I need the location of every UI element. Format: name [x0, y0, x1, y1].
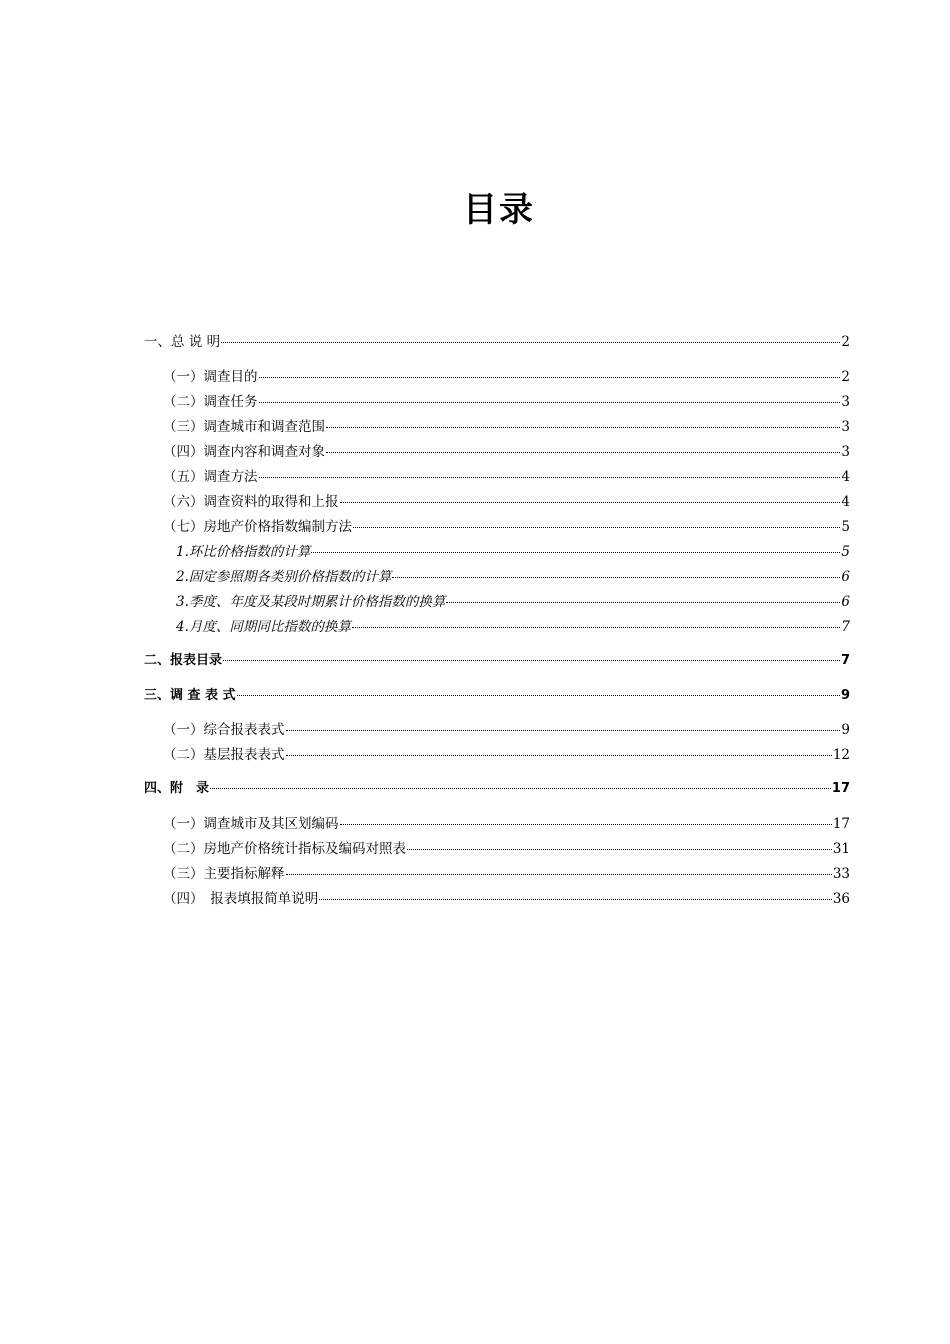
- toc-entry-page: 3: [841, 419, 850, 435]
- toc-entry-page: 2: [841, 334, 850, 350]
- dot-leader: [286, 730, 841, 731]
- toc-entry[interactable]: [163, 814, 850, 834]
- toc-entry-survey-forms[interactable]: [144, 686, 850, 706]
- toc-entry-page: 4: [841, 494, 850, 510]
- toc-entry[interactable]: [163, 392, 850, 412]
- toc-entry-general-description[interactable]: [144, 332, 850, 352]
- toc-entry-report-catalog[interactable]: [144, 651, 850, 671]
- toc-entry[interactable]: [176, 567, 850, 587]
- toc-entry-label: （二）房地产价格统计指标及编码对照表: [163, 841, 406, 857]
- toc-entry-page: 3: [841, 394, 850, 410]
- toc-entry-label: （三）调查城市和调查范围: [163, 419, 325, 435]
- toc-entry-page: 2: [841, 369, 850, 385]
- toc-entry-appendix[interactable]: [144, 779, 850, 799]
- dot-leader: [326, 427, 840, 428]
- toc-entry[interactable]: [176, 542, 850, 562]
- toc-entry-label: 一、总 说 明: [144, 334, 221, 350]
- dot-leader: [392, 577, 840, 578]
- toc-entry[interactable]: [163, 417, 850, 437]
- dot-leader: [223, 660, 840, 661]
- toc-entry[interactable]: [163, 839, 850, 859]
- toc-entry-page: 3: [841, 444, 850, 460]
- toc-entry-label: （七）房地产价格指数编制方法: [163, 519, 352, 535]
- toc-entry-page: 17: [832, 816, 850, 832]
- toc-entry-page: 17: [831, 781, 850, 796]
- toc-entry-label: （一）综合报表表式: [163, 722, 285, 738]
- toc-entry-page: 12: [832, 747, 850, 763]
- toc-entry-label: 1.环比价格指数的计算: [176, 544, 311, 560]
- toc-entry-label: （一）调查城市及其区划编码: [163, 816, 339, 832]
- toc-entry-page: 33: [832, 866, 850, 882]
- toc-entry[interactable]: [163, 864, 850, 884]
- toc-entry[interactable]: [176, 592, 850, 612]
- toc-entry-label: （三）主要指标解释: [163, 866, 285, 882]
- dot-leader: [407, 849, 832, 850]
- dot-leader: [352, 627, 841, 628]
- dot-leader: [259, 377, 841, 378]
- toc-entry-label: （六）调查资料的取得和上报: [163, 494, 339, 510]
- toc-entry-label: （二）基层报表表式: [163, 747, 285, 763]
- toc-entry-label: （五）调查方法: [163, 469, 258, 485]
- toc-entry-label: 四、附 录: [144, 781, 210, 796]
- dot-leader: [286, 874, 832, 875]
- dot-leader: [221, 342, 840, 343]
- dot-leader: [353, 527, 840, 528]
- toc-entry-page: 31: [832, 841, 850, 857]
- toc-entry-label: （四） 报表填报简单说明: [163, 891, 319, 907]
- toc-entry-page: 5: [841, 544, 850, 560]
- dot-leader: [340, 502, 841, 503]
- toc-entry-label: （一）调查目的: [163, 369, 258, 385]
- toc-entry-label: （二）调查任务: [163, 394, 258, 410]
- toc-entry-label: 2.固定参照期各类别价格指数的计算: [176, 569, 392, 585]
- toc-entry[interactable]: [163, 492, 850, 512]
- toc-entry-label: 三、调 查 表 式: [144, 688, 236, 703]
- dot-leader: [286, 755, 832, 756]
- toc-entry-page: 36: [832, 891, 850, 907]
- toc-entry-page: 4: [841, 469, 850, 485]
- toc-entry-page: 7: [840, 653, 850, 668]
- toc-entry-page: 6: [841, 594, 850, 610]
- toc-entry-label: （四）调查内容和调查对象: [163, 444, 325, 460]
- toc-entry-label: 4.月度、同期同比指数的换算: [176, 619, 351, 635]
- dot-leader: [319, 899, 832, 900]
- toc-entry[interactable]: [163, 367, 850, 387]
- toc-entry[interactable]: [163, 889, 850, 909]
- dot-leader: [311, 552, 840, 553]
- dot-leader: [326, 452, 840, 453]
- dot-leader: [210, 788, 831, 789]
- toc-entry[interactable]: [163, 745, 850, 765]
- page-title: 目录: [463, 190, 535, 230]
- toc-entry[interactable]: [163, 442, 850, 462]
- dot-leader: [340, 824, 832, 825]
- toc-entry-page: 9: [841, 722, 850, 738]
- dot-leader: [259, 402, 841, 403]
- toc-entry-page: 6: [841, 569, 850, 585]
- toc-entry[interactable]: [163, 467, 850, 487]
- toc-entry-label: 3.季度、年度及某段时期累计价格指数的换算: [176, 594, 446, 610]
- toc-entry[interactable]: [163, 720, 850, 740]
- toc-entry-page: 7: [841, 619, 850, 635]
- dot-leader: [259, 477, 841, 478]
- toc-entry[interactable]: [163, 517, 850, 537]
- toc-entry-label: 二、报表目录: [144, 653, 223, 668]
- toc-entry-page: 5: [841, 519, 850, 535]
- dot-leader: [446, 602, 840, 603]
- toc-entry[interactable]: [176, 617, 850, 637]
- dot-leader: [237, 695, 840, 696]
- toc-entry-page: 9: [840, 688, 850, 703]
